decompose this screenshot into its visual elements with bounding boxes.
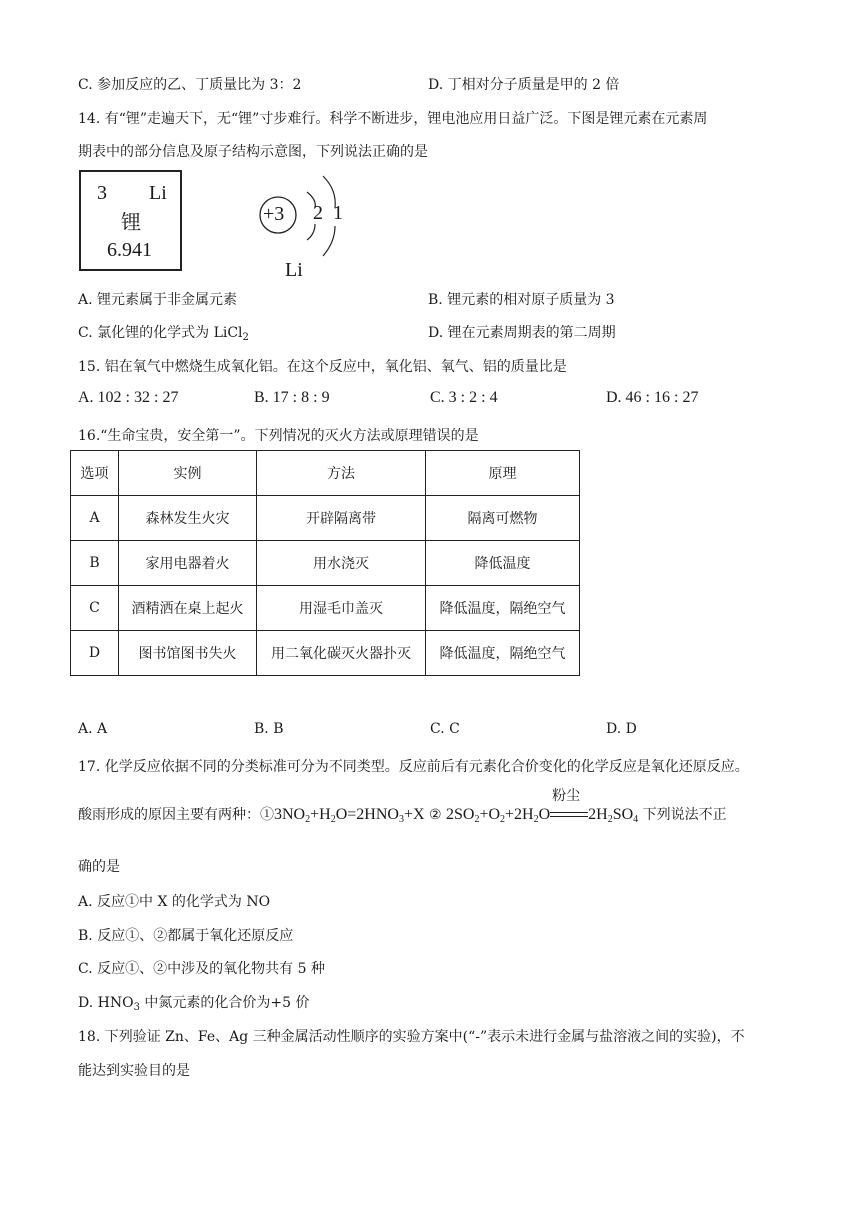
fire-extinguishing-table — [70, 450, 580, 676]
cell-option: C — [71, 586, 119, 631]
cell-option: B — [71, 541, 119, 586]
table-row — [71, 496, 580, 541]
table-row — [71, 541, 580, 586]
q14-option-c: C. 氯化锂的化学式为 LiCl$_2$ — [78, 325, 249, 343]
q14-stem-line1: 14. 有“锂”走遍天下，无“锂”寸步难行。科学不断进步，锂电池应用日益广泛。下图是锂元素在元素周 — [78, 111, 708, 127]
q16-option-a: A. A — [78, 721, 108, 737]
q17-stem-line1: 17. 化学反应依据不同的分类标准可分为不同类型。反应前后有元素化合价变化的化学反应是氧化还原反应。 — [78, 759, 749, 775]
cell-principle: 降低温度，隔绝空气 — [426, 586, 580, 631]
cell-principle: 隔离可燃物 — [426, 496, 580, 541]
table-row — [71, 631, 580, 676]
q17-option-b: B. 反应①、②都属于氧化还原反应 — [78, 928, 294, 944]
q15-option-d: D. 46 : 16 : 27 — [606, 389, 699, 406]
element-card-lithium — [79, 170, 182, 271]
reaction-2-equation: $2SO_2+O_2+2H_2O$ — [445, 806, 551, 825]
q15-option-b: B. 17 : 8 : 9 — [254, 389, 330, 406]
q15-option-c: C. 3 : 2 : 4 — [430, 389, 498, 406]
header-method: 方法 — [257, 451, 426, 496]
q17-stem-prefix: 酸雨形成的原因主要有两种：① — [78, 807, 274, 823]
shell-1-electrons: 2 — [313, 202, 323, 224]
equals-line-top — [550, 812, 588, 813]
circled-2: ② — [428, 807, 442, 823]
cell-method: 用二氧化碳灭火器扑灭 — [257, 631, 426, 676]
reaction-condition-arrow — [550, 788, 588, 821]
header-option: 选项 — [71, 451, 119, 496]
q17-option-a: A. 反应①中 X 的化学式为 NO — [78, 894, 271, 910]
cell-principle: 降低温度 — [426, 541, 580, 586]
header-principle: 原理 — [426, 451, 580, 496]
cell-example: 图书馆图书失火 — [119, 631, 257, 676]
q14-option-b: B. 锂元素的相对原子质量为 3 — [428, 292, 615, 308]
cell-example: 森林发生火灾 — [119, 496, 257, 541]
cell-option: A — [71, 496, 119, 541]
shell-2-electrons: 1 — [333, 202, 343, 224]
q17-equations-line — [78, 788, 727, 825]
q17-option-c: C. 反应①、②中涉及的氧化物共有 5 种 — [78, 961, 325, 977]
reaction-condition: 粉尘 — [552, 788, 581, 804]
q17-stem-suffix: 下列说法不正 — [642, 807, 727, 823]
atomic-number: 3 — [97, 182, 107, 204]
q14-stem-line2: 期表中的部分信息及原子结构示意图，下列说法正确的是 — [78, 144, 428, 160]
element-symbol: Li — [149, 182, 167, 204]
q16-stem: 16.“生命宝贵，安全第一”。下列情况的灭火方法或原理错误的是 — [78, 428, 479, 444]
atomic-mass: 6.941 — [107, 239, 152, 261]
atom-structure-diagram — [255, 170, 355, 285]
cell-method: 用湿毛巾盖灭 — [257, 586, 426, 631]
table-row — [71, 586, 580, 631]
header-example: 实例 — [119, 451, 257, 496]
equals-line-bottom — [550, 816, 588, 817]
q15-option-a: A. 102 : 32 : 27 — [78, 389, 179, 406]
element-name: 锂 — [121, 210, 141, 234]
q14-option-d: D. 锂在元素周期表的第二周期 — [428, 325, 616, 341]
cell-option: D — [71, 631, 119, 676]
q16-option-b: B. B — [254, 721, 284, 737]
q13-option-c: C. 参加反应的乙、丁质量比为 3：2 — [78, 77, 302, 93]
cell-method: 用水浇灭 — [257, 541, 426, 586]
q15-stem: 15. 铝在氧气中燃烧生成氧化铝。在这个反应中，氧化铝、氧气、铝的质量比是 — [78, 359, 567, 375]
q18-stem-line2: 能达到实验目的是 — [78, 1063, 190, 1079]
q18-stem-line1: 18. 下列验证 Zn、Fe、Ag 三种金属活动性顺序的实验方案中(“-”表示未进行金属与盐溶液之间的实验)，不 — [78, 1029, 745, 1045]
reaction-2-product: $2H_2SO_4$ — [588, 806, 639, 825]
nucleus-charge: +3 — [263, 203, 285, 225]
cell-method: 开辟隔离带 — [257, 496, 426, 541]
atom-shells-svg — [255, 170, 355, 285]
q16-option-d: D. D — [606, 721, 637, 737]
cell-principle: 降低温度，隔绝空气 — [426, 631, 580, 676]
atom-label: Li — [285, 259, 303, 281]
table-header-row — [71, 451, 580, 496]
q16-option-c: C. C — [430, 721, 460, 737]
q17-stem-line3: 确的是 — [78, 859, 120, 875]
q17-option-d: D. $HNO_3$ 中氮元素的化合价为+5 价 — [78, 995, 310, 1013]
reaction-1-equation: $3NO_2+H_2O=2HNO_3+X$ — [274, 806, 425, 825]
q14-option-a: A. 锂元素属于非金属元素 — [78, 292, 238, 308]
shell-arc-inner-bottom — [307, 224, 315, 240]
cell-example: 酒精洒在桌上起火 — [119, 586, 257, 631]
q13-option-d: D. 丁相对分子质量是甲的 2 倍 — [428, 77, 620, 93]
cell-example: 家用电器着火 — [119, 541, 257, 586]
shell-arc-outer-bottom — [323, 226, 335, 256]
